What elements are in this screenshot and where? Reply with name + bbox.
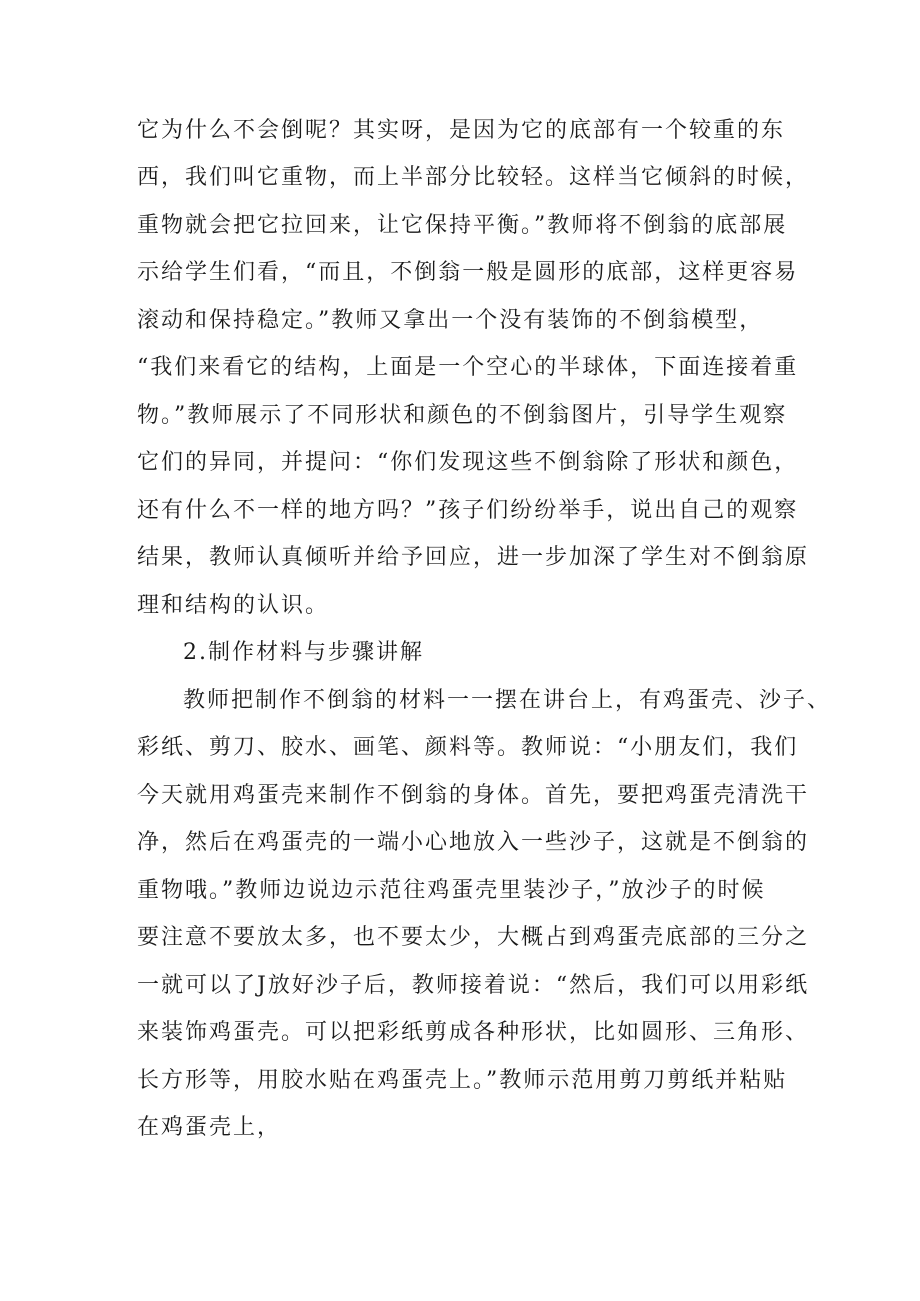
paragraph-line: 它们的异同，并提问：“你们发现这些不倒翁除了形状和颜色， <box>137 450 799 475</box>
paragraph-line: 重物就会把它拉回来，让它保持平衡。”教师将不倒翁的底部展 <box>137 213 788 238</box>
paragraph-line: 在鸡蛋壳上， <box>137 1115 282 1140</box>
paragraph-line: 今天就用鸡蛋壳来制作不倒翁的身体。首先，要把鸡蛋壳清洗干 <box>137 783 810 808</box>
paragraph-line: 西，我们叫它重物，而上半部分比较轻。这样当它倾斜的时候， <box>137 165 810 190</box>
paragraph-line: 要注意不要放太多，也不要太少，大概占到鸡蛋壳底部的三分之 <box>137 925 810 950</box>
paragraph-line: 物。”教师展示了不同形状和颜色的不倒翁图片，引导学生观察 <box>137 403 788 428</box>
paragraph-line: 一就可以了J放好沙子后，教师接着说：“然后，我们可以用彩纸 <box>137 973 810 998</box>
paragraph-line: 它为什么不会倒呢？其实呀，是因为它的底部有一个较重的东 <box>137 118 786 143</box>
paragraph-line: 教师把制作不倒翁的材料一一摆在讲台上，有鸡蛋壳、沙子、 <box>183 688 832 713</box>
paragraph-line: 滚动和保持稳定。”教师又拿出一个没有装饰的不倒翁模型， <box>137 308 764 333</box>
paragraph-line: 净，然后在鸡蛋壳的一端小心地放入一些沙子，这就是不倒翁的 <box>137 830 810 855</box>
section-heading: 2.制作材料与步骤讲解 <box>183 640 424 665</box>
paragraph-line: 来装饰鸡蛋壳。可以把彩纸剪成各种形状，比如圆形、三角形、 <box>137 1020 810 1045</box>
paragraph-line: 结果，教师认真倾听并给予回应，进一步加深了学生对不倒翁原 <box>137 545 810 570</box>
paragraph-line: 彩纸、剪刀、胶水、画笔、颜料等。教师说：“小朋友们，我们 <box>137 735 799 760</box>
paragraph-line: 重物哦。”教师边说边示范往鸡蛋壳里装沙子，”放沙子的时候 <box>137 878 766 903</box>
paragraph-line: 长方形等，用胶水贴在鸡蛋壳上。”教师示范用剪刀剪纸并粘贴 <box>137 1068 788 1093</box>
paragraph-line: 还有什么不一样的地方吗？”孩子们纷纷举手，说出自己的观察 <box>137 498 799 523</box>
paragraph-line: “我们来看它的结构，上面是一个空心的半球体，下面连接着重 <box>137 355 799 380</box>
paragraph-line: 示给学生们看，“而且，不倒翁一般是圆形的底部，这样更容易 <box>137 260 799 285</box>
paragraph-line: 理和结构的认识。 <box>137 593 330 618</box>
